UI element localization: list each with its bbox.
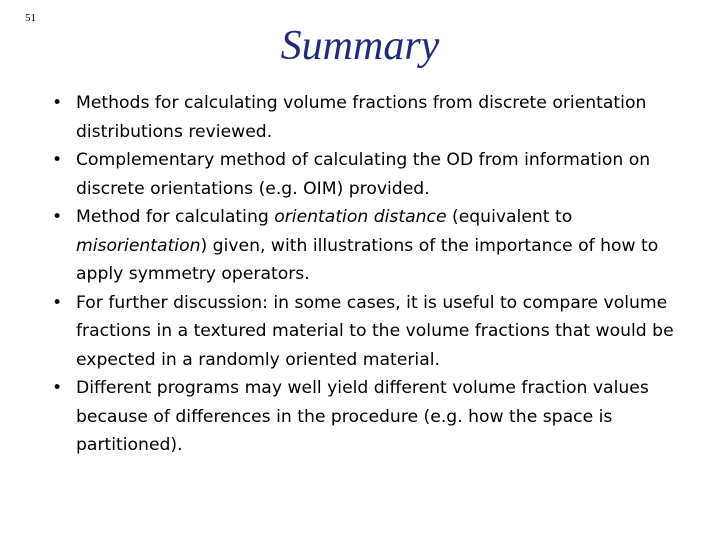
bullet-text-3-emphasis-orientation-distance: orientation distance [274, 207, 447, 227]
bullet-list [52, 89, 707, 460]
slide-number: 51 [25, 12, 36, 24]
page-title-text: Summary [280, 23, 440, 69]
bullet-item-2 [52, 146, 707, 203]
bullet-icon: • [52, 93, 63, 113]
bullet-item-1 [52, 89, 707, 146]
bullet-text-3-mid: (equivalent to [446, 207, 573, 227]
bullet-item-4 [52, 289, 707, 375]
bullet-icon: • [52, 150, 63, 170]
bullet-text-3-pre: Method for calculating [76, 207, 275, 227]
bullet-text-2: Complementary method of calculating the OD from information on discrete orientations (e.g. OIM) provided. [76, 150, 651, 199]
bullet-item-5 [52, 374, 707, 460]
bullet-item-3 [52, 203, 707, 289]
bullet-text-3-emphasis-misorientation: misorientation [76, 235, 201, 256]
bullet-icon: • [52, 292, 63, 313]
page-title [0, 22, 720, 70]
bullet-text-5: Different programs may well yield different volume fraction values because of differences in the procedure (e.g. how the space is partitioned). [76, 378, 649, 455]
bullet-icon: • [52, 207, 63, 227]
bullet-text-3-post: ) given, with illustrations of the importance of how to apply symmetry operators. [76, 235, 659, 284]
bullet-icon: • [52, 378, 63, 398]
bullet-text-4: For further discussion: in some cases, it is useful to compare volume fractions in a textured material to the volume fractions that would be expected in a randomly oriented material. [76, 292, 674, 370]
bullet-text-1: Methods for calculating volume fractions from discrete orientation distributions reviewed. [76, 93, 647, 142]
